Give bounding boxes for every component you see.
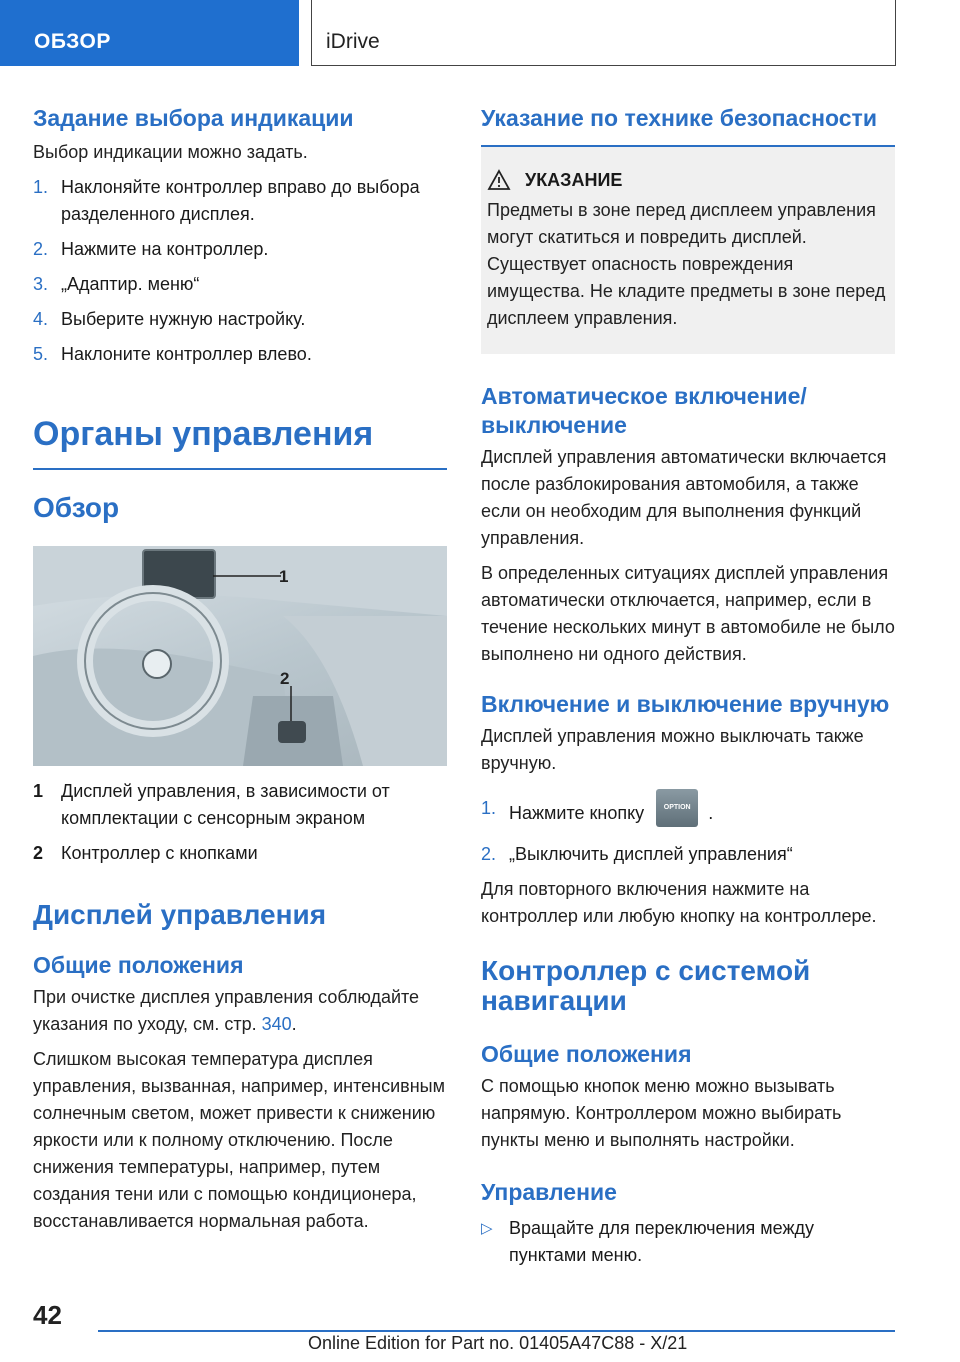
list-item: 4. Выберите нужную настройку. <box>33 309 306 329</box>
footer-rule <box>98 1330 895 1332</box>
warning-triangle-icon <box>487 169 511 191</box>
steps-manual-list <box>481 795 895 868</box>
steps-select-list <box>33 174 447 368</box>
list-item: ▷ Вращайте для переключения между пунктами меню. <box>481 1215 895 1269</box>
list-item: 5. Наклоните контроллер влево. <box>33 344 312 364</box>
heading-operation: Управление <box>481 1179 617 1205</box>
paragraph-manual: Дисплей управления можно выключать также вручную. <box>481 726 864 773</box>
cockpit-illustration <box>33 546 447 766</box>
footer-edition: Online Edition for Part no. 01405A47C88 - X/21 <box>308 1333 688 1353</box>
paragraph-controller: С помощью кнопок меню можно вызывать напрямую. Контроллером можно выбирать пункты меню и выполнять настройки. <box>481 1076 842 1150</box>
callout-1: 1 <box>279 567 289 586</box>
heading-display: Дисплей управления <box>33 899 327 930</box>
heading-auto: Автоматическое включение/выключение <box>481 383 807 438</box>
triangle-right-icon: ▷ <box>481 1220 493 1237</box>
heading-safety: Указание по технике безопасности <box>481 105 877 131</box>
note-text: Предметы в зоне перед дисплеем управления могут скатиться и повредить дисплей. Существует опасность повреждения имущества. Не кладите предметы в зоне перед дисплеем управления. <box>487 200 886 328</box>
heading-rule <box>33 468 447 470</box>
paragraph-select: Выбор индикации можно задать. <box>33 142 308 162</box>
paragraph-manual-2: Для повторного включения нажмите на контроллер или любую кнопку на контроллере. <box>481 879 877 926</box>
page-link[interactable]: 340 <box>261 1014 292 1034</box>
callout-2: 2 <box>280 669 290 688</box>
list-item: 1. Наклоняйте контроллер вправо до выбора разделенного дисплея. <box>33 177 420 224</box>
heading-controls: Органы управления <box>33 415 374 453</box>
chapter-header: iDrive <box>311 0 896 66</box>
paragraph-auto-2: В определенных ситуациях дисплей управления автоматически отключается, например, если в течение нескольких минут в автомобиле не было выполнено ни одного действия. <box>481 563 895 664</box>
heading-controller: Контроллер с системой навигации <box>481 955 811 1016</box>
note-header <box>487 169 887 191</box>
option-button-icon: OPTION <box>656 789 698 827</box>
left-column <box>33 100 447 1235</box>
paragraph-auto-1: Дисплей управления автоматически включается после разблокирования автомобиля, а также если он необходим для выполнения функций управления. <box>481 447 887 548</box>
legend-item: 2 Контроллер с кнопками <box>33 843 258 863</box>
heading-manual: Включение и выключение вручную <box>481 691 890 717</box>
heading-general: Общие положения <box>33 952 244 978</box>
list-item: 1. Нажмите кнопку OPTION . <box>481 795 895 833</box>
paragraph-general-1: При очистке дисплея управления соблюдайте указания по уходу, см. стр. 340. <box>33 987 420 1034</box>
list-item: 3. „Адаптир. меню“ <box>33 274 200 294</box>
heading-general-2: Общие положения <box>481 1041 692 1067</box>
paragraph-general-2: Слишком высокая температура дисплея управления, вызванная, например, интенсивным солнечным светом, может привести к снижению яркости или к полному отключению. После снижения температуры, например, путем создания тени или с помощью кондиционера, восстанавливается нормальная работа. <box>33 1049 445 1231</box>
note-title: УКАЗАНИЕ <box>525 169 623 190</box>
legend-item: 1 Дисплей управления, в зависимости от комплектации с сенсорным экраном <box>33 781 390 828</box>
page-number: 42 <box>33 1300 62 1330</box>
cockpit-photo <box>33 546 447 766</box>
heading-overview: Обзор <box>33 492 120 523</box>
right-column <box>481 100 895 1269</box>
heading-select-display: Задание выбора индикации <box>33 105 354 131</box>
note-box <box>481 147 895 354</box>
list-item: 2. „Выключить дисплей управления“ <box>481 844 793 864</box>
list-item: 2. Нажмите на контроллер. <box>33 239 269 259</box>
section-tab: ОБЗОР <box>0 0 299 66</box>
